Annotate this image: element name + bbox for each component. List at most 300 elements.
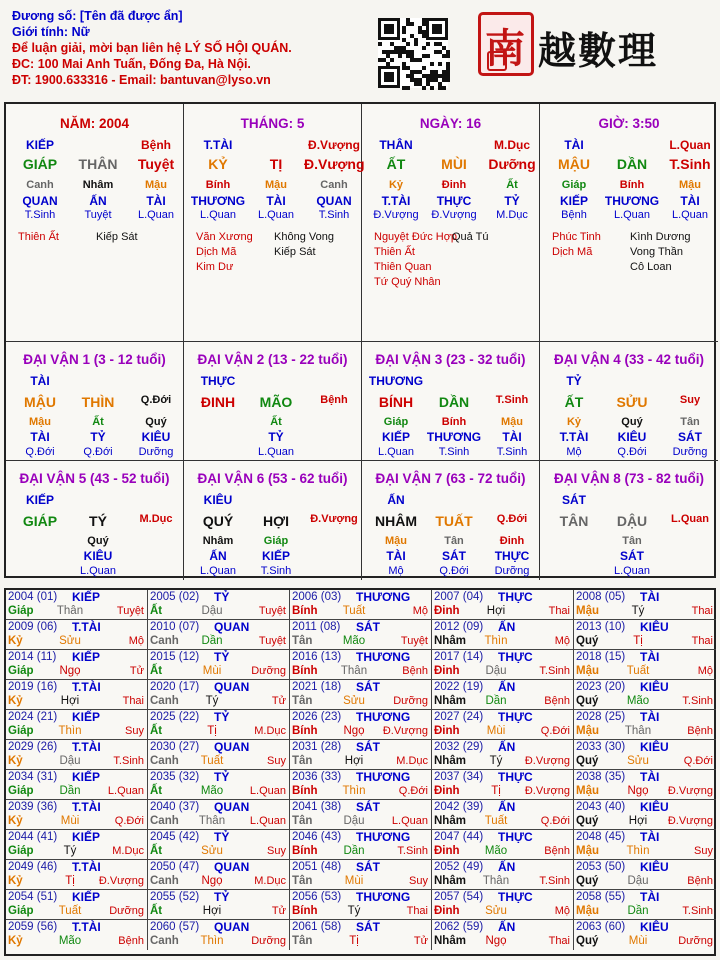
pillar-row	[362, 374, 539, 390]
year-can: Quý	[576, 935, 599, 947]
pillar-row	[362, 549, 539, 565]
year-stage: Tuyệt	[116, 605, 144, 617]
year-chi: Dần	[343, 845, 365, 857]
year-label: 2049 (46)	[8, 861, 58, 873]
year-chi: Thân	[198, 815, 226, 827]
year-cell[interactable]	[432, 860, 574, 890]
year-cell[interactable]	[574, 800, 716, 830]
qr-module	[422, 86, 426, 90]
pillar-cell: TÀI	[30, 374, 50, 388]
year-chi: Dậu	[343, 815, 365, 827]
pillar-stars-left	[18, 230, 59, 245]
dai-van-title: ĐẠI VẬN 5 (43 - 52 tuổi)	[19, 471, 170, 486]
year-cell[interactable]	[432, 680, 574, 710]
year-god: THƯƠNG	[356, 890, 411, 904]
year-stage: Q.Đới	[114, 815, 144, 827]
year-stage: Mộ	[128, 635, 144, 647]
year-cell[interactable]	[6, 620, 148, 650]
year-label: 2035 (32)	[150, 771, 200, 783]
pillar-row	[184, 493, 361, 509]
year-cell[interactable]	[148, 620, 290, 650]
pillar-row	[362, 394, 539, 410]
pillar-stars-right	[452, 230, 489, 245]
year-chi: Mão	[484, 845, 508, 857]
year-label: 2005 (02)	[150, 591, 200, 603]
dai-van-title: ĐẠI VẬN 8 (73 - 82 tuổi)	[553, 471, 705, 486]
year-cell[interactable]	[574, 860, 716, 890]
year-can: Kỷ	[8, 875, 23, 887]
year-stage: M.Dục	[254, 725, 286, 737]
pillar-cell: M.Dục	[139, 513, 173, 525]
year-can: Ất	[150, 725, 163, 737]
year-cell[interactable]	[432, 590, 574, 620]
year-can: Mậu	[576, 725, 599, 737]
year-cell[interactable]	[574, 650, 716, 680]
year-cell[interactable]	[290, 770, 432, 800]
year-chi: Mùi	[60, 815, 80, 827]
star-name: Nguyệt Đức Hợp	[374, 231, 458, 243]
dai-van-8	[540, 461, 718, 580]
pillar-cell: QUAN	[316, 194, 352, 208]
year-cell[interactable]	[6, 710, 148, 740]
year-label: 2057 (54)	[434, 891, 484, 903]
chart-header	[12, 8, 412, 88]
year-stage: Thai	[691, 635, 713, 647]
pillar-stars-right	[274, 230, 334, 260]
qr-finder-dot	[384, 72, 394, 82]
year-stage: Dưỡng	[109, 905, 144, 917]
year-stage: Q.Đới	[683, 755, 713, 767]
year-can: Quý	[576, 815, 599, 827]
year-cell[interactable]	[290, 860, 432, 890]
year-god: TỶ	[214, 830, 230, 844]
year-cell[interactable]	[148, 830, 290, 860]
year-cell[interactable]	[290, 920, 432, 950]
pillar-stars-right	[96, 230, 138, 245]
pillar-cell: SỬU	[616, 394, 648, 410]
year-cell[interactable]	[574, 830, 716, 860]
pillar-title: NGÀY: 16	[419, 116, 482, 131]
pillar-row	[184, 549, 361, 565]
year-stage: Bệnh	[687, 875, 713, 887]
year-cell[interactable]	[432, 830, 574, 860]
pillar-cell: Q.Đới	[496, 513, 528, 525]
year-chi: Dậu	[485, 665, 507, 677]
year-label: 2048 (45)	[576, 831, 626, 843]
year-can: Nhâm	[434, 935, 466, 947]
year-can: Canh	[150, 935, 179, 947]
year-god: KIẾP	[72, 770, 101, 784]
year-stage: Đ.Vượng	[382, 725, 428, 737]
year-cell[interactable]	[290, 800, 432, 830]
dai-van-4	[540, 342, 718, 461]
year-cell[interactable]	[290, 650, 432, 680]
year-stage: Thai	[691, 605, 713, 617]
year-can: Tân	[292, 875, 313, 887]
pillar-row	[184, 179, 361, 195]
year-label: 2009 (06)	[8, 621, 58, 633]
pillar-cell: Đ.Vượng	[431, 209, 477, 221]
qr-module	[402, 30, 406, 34]
year-cell[interactable]	[432, 650, 574, 680]
year-can: Mậu	[576, 665, 599, 677]
year-stage: M.Dục	[112, 845, 144, 857]
pillar-row	[540, 513, 718, 529]
year-stage: Thai	[122, 695, 144, 707]
year-cell[interactable]	[6, 740, 148, 770]
year-chi: Tuất	[484, 815, 508, 827]
pillar-cell: Tuyệt	[137, 156, 175, 172]
year-cell[interactable]	[148, 680, 290, 710]
year-can: Ất	[150, 665, 163, 677]
year-label: 2013 (10)	[576, 621, 626, 633]
year-stage: Mộ	[554, 905, 570, 917]
year-label: 2045 (42)	[150, 831, 200, 843]
pillar-row	[6, 179, 183, 195]
year-chi: Hợi	[202, 905, 222, 917]
year-chi: Tý	[205, 695, 219, 707]
pillar-row	[6, 394, 183, 410]
dai-van-title: ĐẠI VẬN 4 (33 - 42 tuổi)	[553, 352, 705, 367]
qr-module	[398, 54, 402, 58]
qr-module	[422, 46, 426, 50]
year-stage: L.Quan	[391, 815, 428, 827]
year-can: Giáp	[8, 845, 34, 857]
year-god: SÁT	[356, 920, 380, 934]
year-stage: Dưỡng	[251, 935, 286, 947]
pillar-cell: L.Quan	[671, 513, 709, 525]
year-stage: Suy	[409, 875, 428, 887]
year-cell[interactable]	[574, 680, 716, 710]
pillar-cell: L.Quan	[257, 209, 295, 221]
year-cell[interactable]	[6, 830, 148, 860]
year-label: 2024 (21)	[8, 711, 58, 723]
year-can: Giáp	[8, 725, 34, 737]
year-cell[interactable]	[148, 800, 290, 830]
year-cell[interactable]	[290, 620, 432, 650]
pillar-cell: THƯƠNG	[368, 374, 424, 388]
pillar-cell: NHÂM	[375, 513, 417, 529]
year-cell[interactable]	[290, 740, 432, 770]
star-name: Cô Loan	[630, 261, 672, 273]
year-god: KIÊU	[640, 860, 669, 874]
pillar-row	[6, 446, 183, 462]
year-chi: Hợi	[60, 695, 80, 707]
pillar-cell: MÃO	[259, 394, 293, 410]
year-cell[interactable]	[432, 890, 574, 920]
year-cell[interactable]	[6, 680, 148, 710]
year-cell[interactable]	[574, 620, 716, 650]
year-can: Kỷ	[8, 695, 23, 707]
year-cell[interactable]	[574, 710, 716, 740]
year-chi: Ngọ	[59, 665, 81, 677]
year-cell[interactable]	[148, 650, 290, 680]
pillar-row	[540, 194, 718, 210]
year-label: 2054 (51)	[8, 891, 58, 903]
pillar-row	[362, 446, 539, 462]
year-god: T.TÀI	[72, 680, 101, 694]
star-name: Kiếp Sát	[274, 246, 316, 258]
pillar-cell: THỰC	[436, 194, 472, 208]
year-god: THƯƠNG	[356, 710, 411, 724]
qr-module	[378, 42, 382, 46]
pillar-cell: KIÊU	[83, 549, 113, 563]
year-stage: Đ.Vượng	[667, 785, 713, 797]
year-cell[interactable]	[574, 740, 716, 770]
pillar-row	[184, 138, 361, 154]
year-can: Quý	[576, 875, 599, 887]
pillar-row	[6, 138, 183, 154]
dai-van-2	[184, 342, 362, 461]
year-label: 2027 (24)	[434, 711, 484, 723]
year-cell[interactable]	[6, 800, 148, 830]
year-chi: Tý	[63, 845, 77, 857]
pillar-cell: Ất	[506, 179, 518, 191]
year-chi: Thìn	[484, 635, 508, 647]
year-chi: Mão	[626, 695, 650, 707]
year-cell[interactable]	[6, 770, 148, 800]
pillar-title: GIỜ: 3:50	[598, 116, 660, 131]
pillar-cell: THÌN	[81, 394, 115, 410]
year-can: Đinh	[434, 725, 460, 737]
year-cell[interactable]	[6, 920, 148, 950]
qr-code-icon[interactable]	[378, 18, 448, 88]
year-label: 2052 (49)	[434, 861, 484, 873]
pillar-cell: ẤN	[209, 549, 227, 563]
pillar-cell: Nhâm	[82, 179, 114, 191]
year-chi: Tị	[349, 935, 359, 947]
pillar-row	[540, 394, 718, 410]
pillar-cell: QUÝ	[202, 513, 234, 529]
pillar-1	[6, 104, 184, 342]
year-label: 2041 (38)	[292, 801, 342, 813]
year-stage: L.Quan	[249, 785, 286, 797]
year-can: Canh	[150, 815, 179, 827]
pillar-cell: MÙI	[441, 156, 467, 172]
year-cell[interactable]	[290, 710, 432, 740]
qr-module	[410, 22, 414, 26]
pillar-cell: SÁT	[620, 549, 644, 563]
qr-finder-dot	[384, 24, 394, 34]
pillar-cell: TÀI	[564, 138, 584, 152]
pillar-row	[6, 430, 183, 446]
year-cell[interactable]	[290, 830, 432, 860]
year-cell[interactable]	[290, 680, 432, 710]
year-label: 2018 (15)	[576, 651, 626, 663]
year-label: 2043 (40)	[576, 801, 626, 813]
year-god: THỰC	[498, 830, 533, 844]
year-god: SÁT	[356, 740, 380, 754]
qr-module	[442, 86, 446, 90]
year-label: 2010 (07)	[150, 621, 200, 633]
year-chi: Ngọ	[343, 725, 365, 737]
year-label: 2038 (35)	[576, 771, 626, 783]
pillar-cell: TÀI	[30, 430, 50, 444]
pillar-row	[362, 156, 539, 172]
year-cell[interactable]	[432, 620, 574, 650]
qr-module	[438, 62, 442, 66]
year-cell[interactable]	[574, 920, 716, 950]
year-label: 2020 (17)	[150, 681, 200, 693]
year-label: 2031 (28)	[292, 741, 342, 753]
year-cell[interactable]	[574, 890, 716, 920]
year-label: 2051 (48)	[292, 861, 342, 873]
pillar-title: THÁNG: 5	[240, 116, 305, 131]
year-cell[interactable]	[290, 890, 432, 920]
pillar-row	[540, 374, 718, 390]
year-cell[interactable]	[6, 590, 148, 620]
year-cell[interactable]	[6, 860, 148, 890]
dai-van-title: ĐẠI VẬN 7 (63 - 72 tuổi)	[375, 471, 526, 486]
qr-module	[422, 34, 426, 38]
seal-character: 南	[485, 25, 525, 72]
year-can: Mậu	[576, 905, 599, 917]
year-label: 2053 (50)	[576, 861, 626, 873]
year-label: 2023 (20)	[576, 681, 626, 693]
year-label: 2014 (11)	[8, 651, 57, 663]
year-cell[interactable]	[148, 740, 290, 770]
header-line: Đương số: [Tên đã được ẩn]	[12, 9, 183, 23]
pillar-cell: TÀI	[680, 194, 700, 208]
year-stage: Thai	[406, 905, 428, 917]
year-label: 2044 (41)	[8, 831, 58, 843]
pillar-cell: T.Sinh	[260, 565, 292, 577]
year-stage: Bệnh	[402, 665, 428, 677]
pillar-cell: Ất	[270, 416, 282, 428]
year-cell[interactable]	[432, 740, 574, 770]
year-stage: Mộ	[554, 635, 570, 647]
year-cell[interactable]	[574, 770, 716, 800]
year-cell[interactable]	[148, 890, 290, 920]
pillar-cell: THÂN	[78, 156, 118, 172]
pillar-row	[540, 549, 718, 565]
year-can: Nhâm	[434, 635, 466, 647]
year-chi: Tý	[347, 905, 361, 917]
year-chi: Ngọ	[201, 875, 223, 887]
qr-module	[406, 42, 410, 46]
brand-title: 越數理	[538, 28, 659, 73]
year-cell[interactable]	[432, 770, 574, 800]
year-stage: T.Sinh	[539, 665, 570, 677]
pillar-cell: Tân	[680, 416, 700, 428]
year-can: Đinh	[434, 785, 460, 797]
year-cell[interactable]	[432, 710, 574, 740]
year-can: Giáp	[8, 785, 34, 797]
pillar-cell: TÝ	[89, 513, 107, 529]
annual-luck-table	[4, 588, 716, 956]
year-label: 2025 (22)	[150, 711, 200, 723]
dai-van-5	[6, 461, 184, 580]
pillar-cell: MẬU	[558, 156, 590, 172]
year-can: Mậu	[576, 605, 599, 617]
year-cell[interactable]	[6, 650, 148, 680]
year-god: ẤN	[498, 680, 516, 694]
year-stage: Dưỡng	[393, 695, 428, 707]
pillar-cell: Tuyệt	[84, 209, 112, 221]
pillar-cell: T.TÀI	[559, 430, 589, 444]
year-label: 2056 (53)	[292, 891, 342, 903]
star-name: Không Vong	[274, 231, 334, 243]
pillar-cell: L.Quan	[137, 209, 175, 221]
year-cell[interactable]	[148, 590, 290, 620]
year-cell[interactable]	[148, 710, 290, 740]
pillar-cell: Tân	[622, 535, 642, 547]
pillar-cell: Mậu	[265, 179, 287, 191]
year-stage: Suy	[267, 845, 286, 857]
pillar-cell: SÁT	[442, 549, 466, 563]
pillar-cell: T.Sinh	[669, 156, 711, 172]
year-stage: T.Sinh	[397, 845, 428, 857]
qr-module	[426, 54, 430, 58]
year-cell[interactable]	[148, 920, 290, 950]
pillar-cell: Bính	[205, 179, 231, 191]
year-god: TÀI	[640, 830, 660, 844]
year-can: Tân	[292, 635, 313, 647]
star-name: Quả Tú	[452, 231, 489, 243]
year-can: Quý	[576, 635, 599, 647]
year-can: Canh	[150, 635, 179, 647]
year-chi: Sửu	[627, 755, 649, 767]
year-label: 2015 (12)	[150, 651, 200, 663]
year-god: SÁT	[356, 680, 380, 694]
pillar-cell: Tân	[444, 535, 464, 547]
pillar-cell: Dưỡng	[488, 156, 536, 172]
year-cell[interactable]	[148, 770, 290, 800]
year-can: Quý	[576, 695, 599, 707]
year-god: KIÊU	[640, 800, 669, 814]
star-name: Thiên Ất	[18, 231, 59, 243]
year-can: Giáp	[8, 665, 34, 677]
pillar-cell: Bệnh	[561, 209, 587, 221]
pillar-cell: THỰC	[200, 374, 236, 388]
pillar-row	[540, 565, 718, 581]
year-chi: Sửu	[59, 635, 81, 647]
year-cell[interactable]	[432, 800, 574, 830]
pillar-cell: THƯƠNG	[426, 430, 482, 444]
pillar-title: NĂM: 2004	[59, 116, 130, 131]
header-line: ĐT: 1900.633316 - Email: bantuvan@lyso.vn	[12, 73, 271, 87]
year-cell[interactable]	[574, 590, 716, 620]
pillar-row	[540, 138, 718, 154]
dai-van-3	[362, 342, 540, 461]
year-can: Bính	[292, 785, 318, 797]
year-label: 2059 (56)	[8, 921, 58, 933]
year-god: QUAN	[214, 620, 250, 634]
year-cell[interactable]	[290, 590, 432, 620]
pillar-cell: TUẤT	[435, 513, 473, 529]
year-label: 2004 (01)	[8, 591, 58, 603]
year-can: Giáp	[8, 905, 34, 917]
year-can: Ất	[150, 605, 163, 617]
stamp-square	[487, 51, 507, 71]
pillar-cell: THÂN	[379, 138, 413, 152]
year-cell[interactable]	[6, 890, 148, 920]
pillar-cell: DẬU	[616, 513, 648, 529]
year-god: TỶ	[214, 710, 230, 724]
year-cell[interactable]	[148, 860, 290, 890]
pillar-cell: Mậu	[385, 535, 407, 547]
pillar-cell: Bệnh	[141, 138, 171, 152]
pillar-cell: ĐINH	[200, 394, 236, 410]
year-chi: Dần	[627, 905, 649, 917]
qr-module	[422, 66, 426, 70]
pillar-cell: TỶ	[504, 194, 520, 208]
star-name: Dịch Mã	[196, 246, 237, 258]
star-name: Văn Xương	[196, 231, 253, 243]
year-god: TỶ	[214, 590, 230, 604]
pillar-cell: Nhâm	[202, 535, 234, 547]
year-cell[interactable]	[432, 920, 574, 950]
